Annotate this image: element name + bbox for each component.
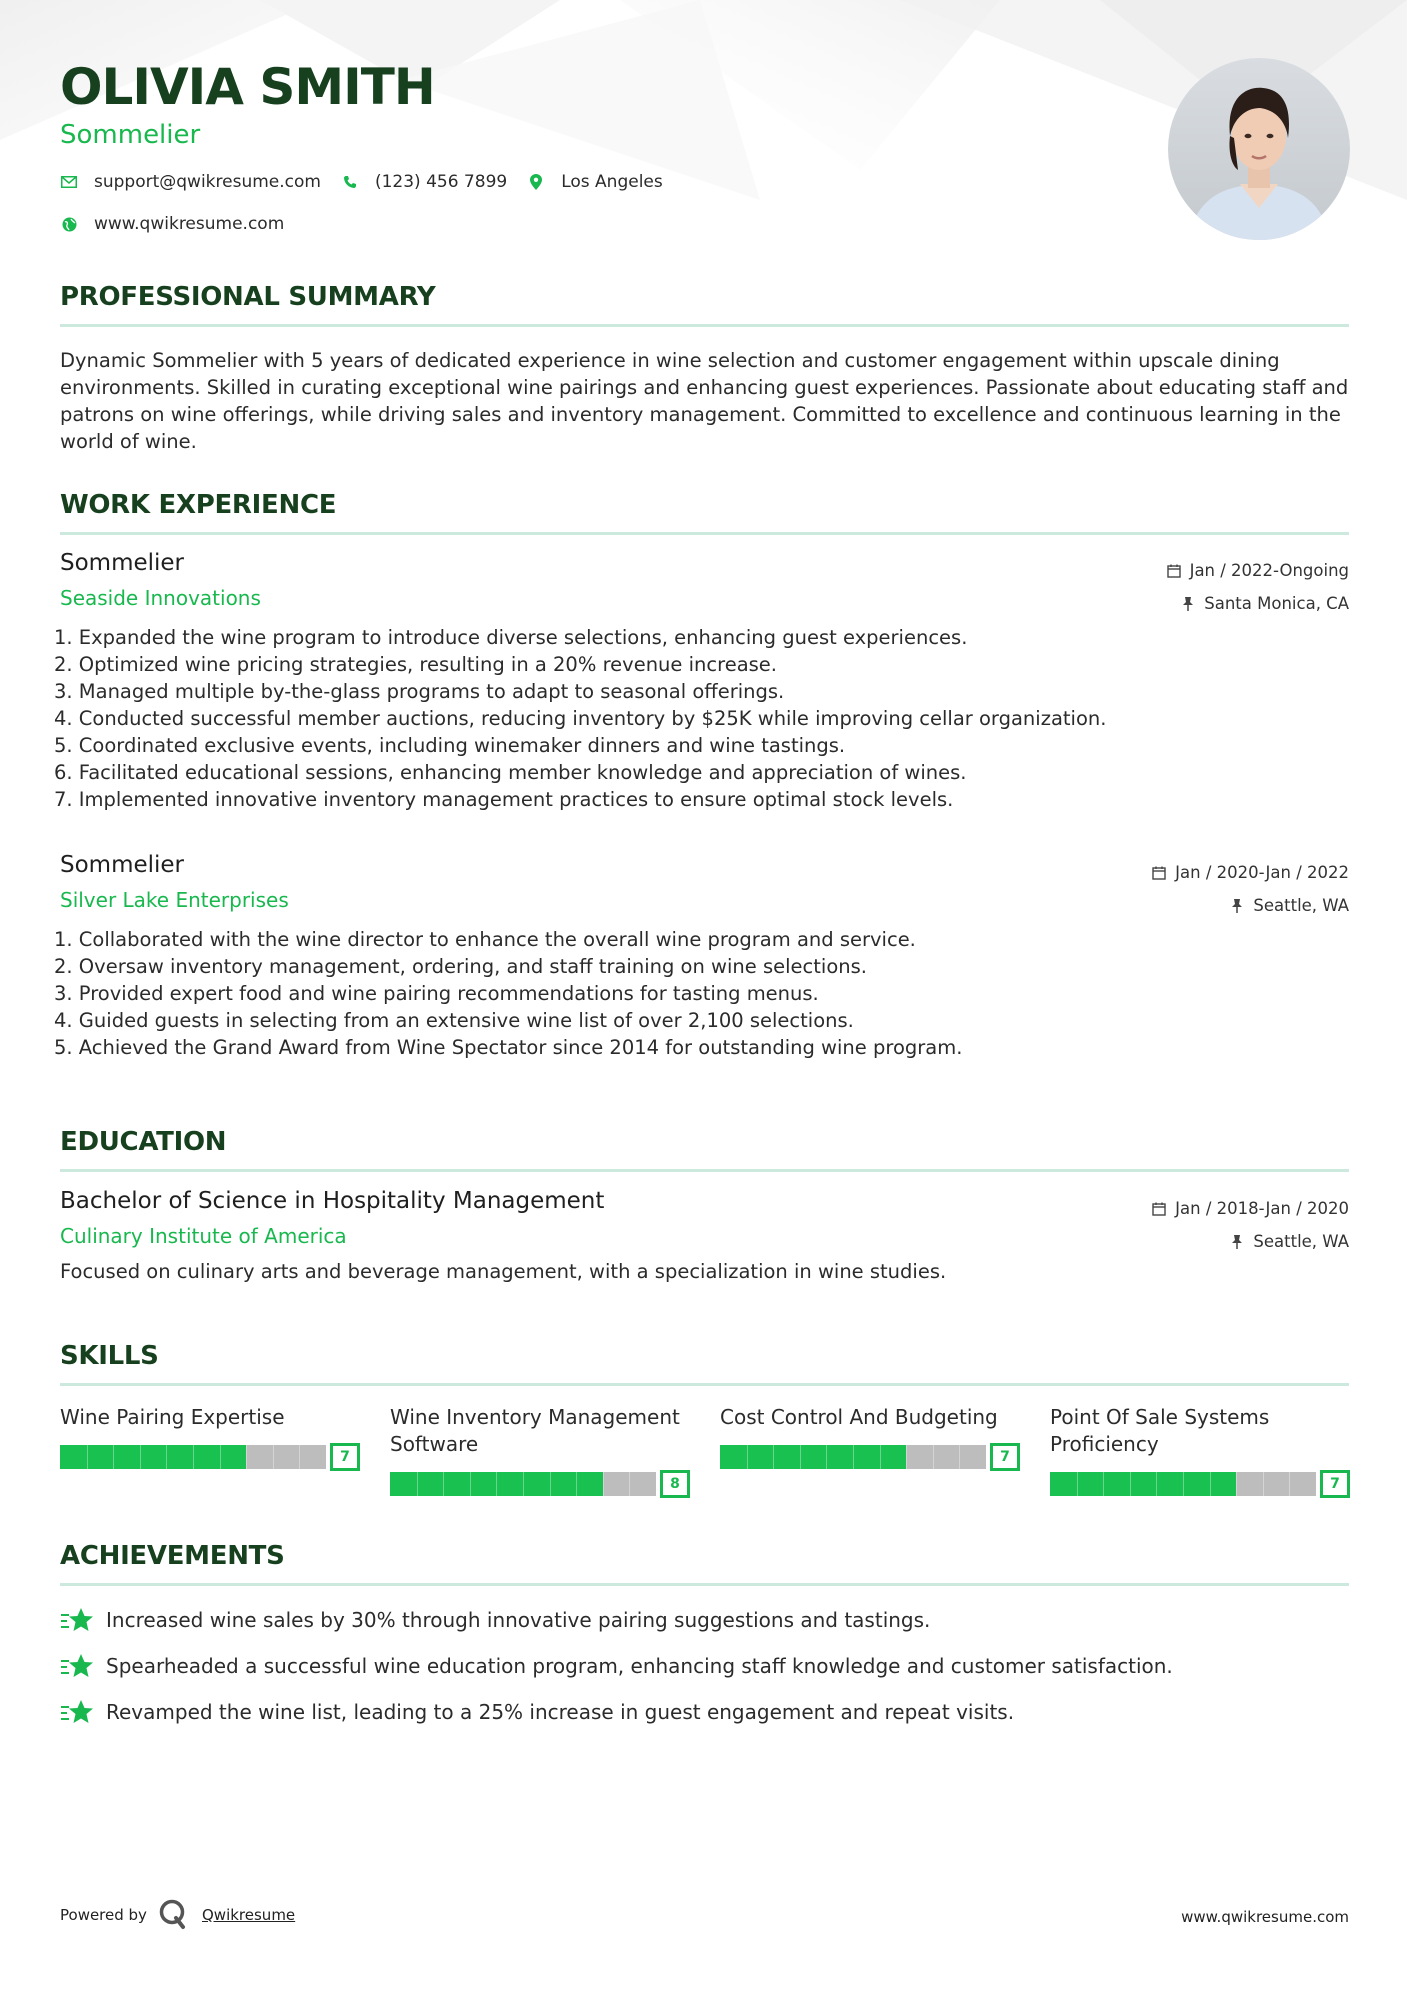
achievements-section: [60, 1541, 1349, 1726]
skill-bar-segment: [1077, 1472, 1078, 1496]
footer: [60, 1896, 1349, 1936]
job-meta: [1151, 856, 1349, 922]
calendar-icon: [1151, 865, 1167, 881]
skill-bar-segment: [1103, 1472, 1104, 1496]
calendar-icon: [1166, 563, 1182, 579]
list-item: 3. Provided expert food and wine pairing recommendations for tasting menus.: [54, 982, 819, 1005]
skill-name: Point Of Sale Systems Proficiency: [1050, 1405, 1270, 1456]
list-item: 2. Oversaw inventory management, ordering, and staff training on wine selections.: [54, 955, 867, 978]
education-meta: [1151, 1192, 1349, 1258]
skill-bar-fill: [720, 1445, 906, 1469]
job-meta: [1166, 554, 1349, 620]
envelope-icon: [60, 173, 78, 191]
qwikresume-link[interactable]: Qwikresume: [202, 1906, 296, 1924]
job-company: Seaside Innovations: [60, 586, 261, 610]
list-item: 1. Collaborated with the wine director to enhance the overall wine program and service.: [54, 928, 916, 951]
experience-heading: WORK EXPERIENCE: [60, 490, 337, 520]
skill-bar-segment: [220, 1445, 221, 1469]
summary-text: Dynamic Sommelier with 5 years of dedicated experience in wine selection and customer engagement within upscale dining environments. Skilled in curating exceptional wine pairings and enhancing guest experiences. Passionate about educating staff and patrons on wine offerings, while driving sales and inventory management. Committed to excellence and continuous learning in the world of wine.: [60, 349, 1349, 453]
skill-bar-segment: [417, 1472, 418, 1496]
section-divider: [60, 1169, 1349, 1172]
skill-bar: [60, 1443, 360, 1471]
skill-bar-segment: [193, 1445, 194, 1469]
skill-bar-segment: [113, 1445, 114, 1469]
skill-score: 7: [330, 1443, 360, 1471]
skill-bar-segment: [87, 1445, 88, 1469]
job-title: Sommelier: [60, 550, 185, 576]
education-location: Seattle, WA: [1253, 1232, 1349, 1251]
achievement-text: Revamped the wine list, leading to a 25% increase in guest engagement and repeat visits.: [106, 1700, 1015, 1724]
section-divider: [60, 1383, 1349, 1386]
achievement-item: [60, 1606, 1349, 1634]
section-divider: [60, 324, 1349, 327]
skill-bar-segment: [747, 1445, 748, 1469]
achievements-heading: ACHIEVEMENTS: [60, 1541, 285, 1571]
skill-bar: [1050, 1470, 1350, 1498]
education-section: [60, 1127, 1349, 1172]
skill-name: Cost Control And Budgeting: [720, 1405, 998, 1429]
globe-icon: [60, 215, 78, 233]
skill-bar-segment: [773, 1445, 774, 1469]
skill-bar-fill: [60, 1445, 246, 1469]
school-name: Culinary Institute of America: [60, 1224, 347, 1248]
experience-section: [60, 490, 1349, 535]
skill-bar-segment: [496, 1472, 497, 1496]
star-icon: [60, 1652, 94, 1680]
skill-bar-segment: [1183, 1472, 1184, 1496]
list-item: 2. Optimized wine pricing strategies, resulting in a 20% revenue increase.: [54, 653, 777, 676]
list-item: 6. Facilitated educational sessions, enhancing member knowledge and appreciation of wines.: [54, 761, 967, 784]
skill-item: [720, 1404, 1020, 1498]
contact-row: [60, 172, 683, 192]
pushpin-icon: [1180, 596, 1196, 612]
achievement-text: Spearheaded a successful wine education program, enhancing staff knowledge and customer satisfaction.: [106, 1654, 1173, 1678]
job-dates: Jan / 2022-Ongoing: [1189, 561, 1349, 580]
skill-bar-segment: [603, 1472, 604, 1496]
powered-by-label: Powered by: [60, 1906, 147, 1924]
job-dates: Jan / 2020-Jan / 2022: [1175, 863, 1349, 882]
job-location: Santa Monica, CA: [1204, 594, 1349, 613]
location-text: Los Angeles: [561, 172, 663, 192]
education-entry: [60, 1188, 1349, 1285]
skill-bar-segment: [246, 1445, 247, 1469]
pushpin-icon: [1229, 898, 1245, 914]
list-item: 5. Achieved the Grand Award from Wine Spectator since 2014 for outstanding wine program.: [54, 1036, 963, 1059]
skill-bar-segment: [166, 1445, 167, 1469]
job-location: Seattle, WA: [1253, 896, 1349, 915]
skills-section: [60, 1341, 1349, 1498]
skill-bar: [390, 1470, 690, 1498]
skill-score: 7: [1320, 1470, 1350, 1498]
skill-bar-segment: [299, 1445, 300, 1469]
skills-heading: SKILLS: [60, 1341, 159, 1371]
skill-bar-segment: [273, 1445, 274, 1469]
section-divider: [60, 1583, 1349, 1586]
job-title: Sommelier: [60, 852, 185, 878]
skill-item: [60, 1404, 360, 1498]
job-bullets: [54, 624, 1349, 813]
summary-section: [60, 282, 1349, 455]
achievement-text: Increased wine sales by 30% through innovative pairing suggestions and tastings.: [106, 1608, 931, 1632]
qwikresume-logo-icon: [158, 1898, 188, 1930]
skill-score: 8: [660, 1470, 690, 1498]
calendar-icon: [1151, 1201, 1167, 1217]
skill-bar-segment: [853, 1445, 854, 1469]
skill-bar-fill: [1050, 1472, 1236, 1496]
skill-bar-segment: [1130, 1472, 1131, 1496]
list-item: 3. Managed multiple by-the-glass programs to adapt to seasonal offerings.: [54, 680, 785, 703]
phone-icon: [341, 173, 359, 191]
contact-row-website: [60, 214, 304, 234]
section-divider: [60, 532, 1349, 535]
skill-bar-segment: [470, 1472, 471, 1496]
star-icon: [60, 1606, 94, 1634]
skill-bar-segment: [1263, 1472, 1264, 1496]
skill-bar-segment: [576, 1472, 577, 1496]
skill-bar-segment: [959, 1445, 960, 1469]
skill-bar-segment: [1156, 1472, 1157, 1496]
skill-bar-segment: [523, 1472, 524, 1496]
skill-bar-segment: [933, 1445, 934, 1469]
education-dates: Jan / 2018-Jan / 2020: [1175, 1199, 1349, 1218]
map-pin-icon: [527, 173, 545, 191]
email-link[interactable]: support@qwikresume.com: [94, 172, 321, 192]
skill-bar-segment: [800, 1445, 801, 1469]
skill-item: [1050, 1404, 1350, 1498]
list-item: 5. Coordinated exclusive events, including winemaker dinners and wine tastings.: [54, 734, 846, 757]
job-company: Silver Lake Enterprises: [60, 888, 289, 912]
skill-score: 7: [990, 1443, 1020, 1471]
website-link[interactable]: www.qwikresume.com: [94, 214, 285, 234]
phone-number: (123) 456 7899: [374, 172, 508, 192]
skill-bar-segment: [629, 1472, 630, 1496]
list-item: 7. Implemented innovative inventory management practices to ensure optimal stock levels.: [54, 788, 954, 811]
job-bullets: [54, 926, 1349, 1061]
skill-bar-segment: [443, 1472, 444, 1496]
skill-item: [390, 1404, 690, 1498]
job-entry: [54, 852, 1349, 1061]
achievement-item: [60, 1652, 1349, 1680]
skill-bar: [720, 1443, 1020, 1471]
skill-name: Wine Inventory Management Software: [390, 1405, 680, 1456]
skill-bar-segment: [880, 1445, 881, 1469]
footer-url[interactable]: www.qwikresume.com: [1181, 1908, 1349, 1926]
education-description: Focused on culinary arts and beverage management, with a specialization in wine studies.: [60, 1260, 947, 1283]
degree-title: Bachelor of Science in Hospitality Management: [60, 1188, 605, 1214]
summary-heading: PROFESSIONAL SUMMARY: [60, 282, 436, 312]
skill-bar-segment: [906, 1445, 907, 1469]
skill-bar-segment: [550, 1472, 551, 1496]
achievement-item: [60, 1698, 1349, 1726]
skill-bar-segment: [140, 1445, 141, 1469]
list-item: 1. Expanded the wine program to introduce diverse selections, enhancing guest experiences.: [54, 626, 968, 649]
candidate-name: OLIVIA SMITH: [60, 58, 435, 116]
education-heading: EDUCATION: [60, 1127, 227, 1157]
pushpin-icon: [1229, 1234, 1245, 1250]
skill-bar-segment: [1210, 1472, 1211, 1496]
profile-photo: [1168, 58, 1350, 240]
skill-bar-segment: [1289, 1472, 1290, 1496]
skill-bar-segment: [1236, 1472, 1237, 1496]
skills-list: [60, 1404, 1349, 1498]
list-item: 4. Guided guests in selecting from an extensive wine list of over 2,100 selections.: [54, 1009, 854, 1032]
skill-name: Wine Pairing Expertise: [60, 1405, 285, 1429]
skill-bar-segment: [826, 1445, 827, 1469]
list-item: 4. Conducted successful member auctions, reducing inventory by $25K while improving cellar organization.: [54, 707, 1107, 730]
candidate-role: Sommelier: [60, 120, 201, 150]
star-icon: [60, 1698, 94, 1726]
job-entry: [54, 550, 1349, 813]
